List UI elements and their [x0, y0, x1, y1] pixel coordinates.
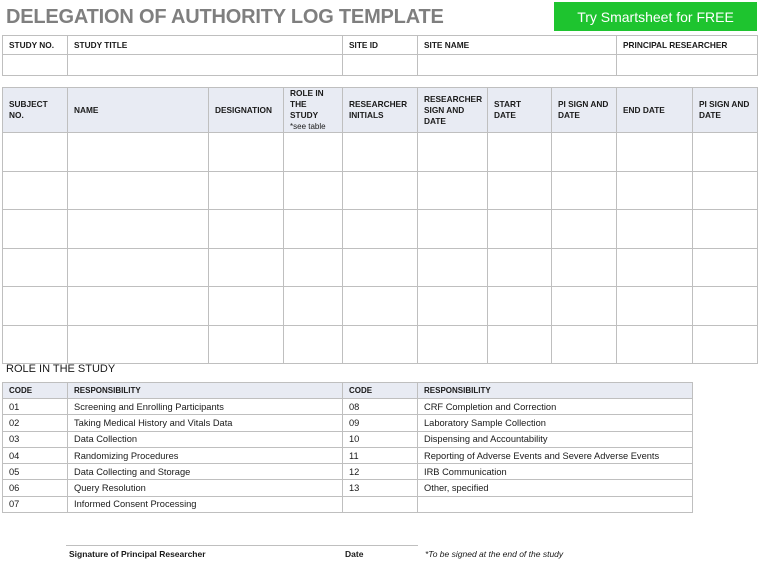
role-row — [3, 431, 693, 447]
study-no-cell[interactable] — [3, 55, 68, 76]
log-cell[interactable] — [488, 287, 552, 326]
role-section-title: ROLE IN THE STUDY — [6, 363, 116, 375]
log-cell[interactable] — [418, 248, 488, 287]
code-header-2: CODE — [343, 383, 418, 399]
page-title: DELEGATION OF AUTHORITY LOG TEMPLATE — [6, 6, 444, 28]
role-responsibility: Dispensing and Accountability — [418, 431, 693, 447]
role-code: 04 — [3, 447, 68, 463]
principal-researcher-cell[interactable] — [617, 55, 758, 76]
log-cell[interactable] — [488, 248, 552, 287]
designation-header: DESIGNATION — [209, 88, 284, 133]
role-responsibility: Data Collecting and Storage — [68, 464, 343, 480]
log-row — [3, 133, 758, 172]
log-cell[interactable] — [343, 287, 418, 326]
delegation-log-table — [2, 87, 758, 364]
site-name-header: SITE NAME — [418, 36, 617, 55]
log-cell[interactable] — [3, 248, 68, 287]
log-cell[interactable] — [552, 133, 617, 172]
log-cell[interactable] — [3, 133, 68, 172]
role-responsibility — [418, 496, 693, 512]
pi-signature-label: Signature of Principal Researcher — [69, 549, 206, 559]
log-cell[interactable] — [617, 287, 693, 326]
log-cell[interactable] — [209, 133, 284, 172]
log-cell[interactable] — [284, 210, 343, 249]
log-cell[interactable] — [68, 325, 209, 364]
role-responsibility: Reporting of Adverse Events and Severe Adverse Events — [418, 447, 693, 463]
log-cell[interactable] — [488, 325, 552, 364]
signature-line[interactable] — [66, 545, 418, 546]
log-row — [3, 287, 758, 326]
role-responsibility: Informed Consent Processing — [68, 496, 343, 512]
date-label: Date — [345, 549, 364, 559]
role-responsibility: Laboratory Sample Collection — [418, 415, 693, 431]
log-cell[interactable] — [552, 287, 617, 326]
role-row — [3, 447, 693, 463]
log-cell[interactable] — [418, 287, 488, 326]
role-responsibility: Randomizing Procedures — [68, 447, 343, 463]
log-row — [3, 171, 758, 210]
log-cell[interactable] — [209, 248, 284, 287]
log-cell[interactable] — [68, 133, 209, 172]
role-code: 02 — [3, 415, 68, 431]
log-cell[interactable] — [3, 171, 68, 210]
log-cell[interactable] — [209, 171, 284, 210]
log-cell[interactable] — [284, 325, 343, 364]
log-cell[interactable] — [3, 325, 68, 364]
log-cell[interactable] — [284, 248, 343, 287]
role-responsibility: Data Collection — [68, 431, 343, 447]
role-responsibility: Query Resolution — [68, 480, 343, 496]
log-cell[interactable] — [343, 133, 418, 172]
role-code: 07 — [3, 496, 68, 512]
responsibility-header: RESPONSIBILITY — [68, 383, 343, 399]
log-cell[interactable] — [209, 325, 284, 364]
log-cell[interactable] — [617, 171, 693, 210]
role-row — [3, 464, 693, 480]
pi-sign-end-header: PI SIGN AND DATE — [693, 88, 758, 133]
role-code: 06 — [3, 480, 68, 496]
log-cell[interactable] — [418, 171, 488, 210]
role-code — [343, 496, 418, 512]
role-code: 05 — [3, 464, 68, 480]
try-smartsheet-button[interactable]: Try Smartsheet for FREE — [554, 2, 757, 31]
site-id-header: SITE ID — [343, 36, 418, 55]
study-no-header: STUDY NO. — [3, 36, 68, 55]
log-cell[interactable] — [343, 171, 418, 210]
log-cell[interactable] — [284, 287, 343, 326]
role-code: 03 — [3, 431, 68, 447]
signature-note: *To be signed at the end of the study — [425, 549, 564, 559]
log-cell[interactable] — [693, 325, 758, 364]
log-cell[interactable] — [552, 210, 617, 249]
log-cell[interactable] — [617, 133, 693, 172]
end-date-header: END DATE — [617, 88, 693, 133]
log-cell[interactable] — [693, 210, 758, 249]
study-info-table — [2, 35, 758, 76]
log-cell[interactable] — [617, 248, 693, 287]
role-row — [3, 496, 693, 512]
role-row — [3, 399, 693, 415]
role-in-study-header — [284, 88, 343, 133]
study-title-header: STUDY TITLE — [68, 36, 343, 55]
researcher-sign-header: RESEARCHER SIGN AND DATE — [418, 88, 488, 133]
log-cell[interactable] — [343, 210, 418, 249]
log-row — [3, 248, 758, 287]
role-table — [2, 382, 693, 513]
role-responsibility: IRB Communication — [418, 464, 693, 480]
log-cell[interactable] — [552, 325, 617, 364]
log-cell[interactable] — [488, 133, 552, 172]
code-header: CODE — [3, 383, 68, 399]
role-code: 09 — [343, 415, 418, 431]
study-title-cell[interactable] — [68, 55, 343, 76]
see-table-note: *see table — [290, 122, 326, 131]
principal-researcher-header: PRINCIPAL RESEARCHER — [617, 36, 758, 55]
researcher-initials-header: RESEARCHER INITIALS — [343, 88, 418, 133]
role-code: 01 — [3, 399, 68, 415]
role-responsibility: Screening and Enrolling Participants — [68, 399, 343, 415]
log-cell[interactable] — [68, 210, 209, 249]
name-header: NAME — [68, 88, 209, 133]
role-code: 11 — [343, 447, 418, 463]
log-cell[interactable] — [209, 210, 284, 249]
role-code: 08 — [343, 399, 418, 415]
log-cell[interactable] — [617, 325, 693, 364]
responsibility-header-2: RESPONSIBILITY — [418, 383, 693, 399]
log-row — [3, 325, 758, 364]
log-cell[interactable] — [343, 248, 418, 287]
role-responsibility: CRF Completion and Correction — [418, 399, 693, 415]
log-cell[interactable] — [284, 133, 343, 172]
log-cell[interactable] — [617, 210, 693, 249]
role-header-label: ROLE IN THE STUDY — [290, 88, 324, 120]
role-code: 12 — [343, 464, 418, 480]
log-cell[interactable] — [68, 248, 209, 287]
start-date-header: START DATE — [488, 88, 552, 133]
log-cell[interactable] — [418, 210, 488, 249]
role-responsibility: Other, specified — [418, 480, 693, 496]
role-code: 13 — [343, 480, 418, 496]
role-row — [3, 480, 693, 496]
log-cell[interactable] — [284, 171, 343, 210]
subject-no-header: SUBJECT NO. — [3, 88, 68, 133]
log-cell[interactable] — [488, 171, 552, 210]
site-name-cell[interactable] — [418, 55, 617, 76]
log-cell[interactable] — [68, 287, 209, 326]
role-responsibility: Taking Medical History and Vitals Data — [68, 415, 343, 431]
log-cell[interactable] — [693, 248, 758, 287]
role-row — [3, 415, 693, 431]
log-cell[interactable] — [3, 210, 68, 249]
log-row — [3, 210, 758, 249]
log-cell[interactable] — [68, 171, 209, 210]
log-cell[interactable] — [488, 210, 552, 249]
log-cell[interactable] — [3, 287, 68, 326]
log-cell[interactable] — [552, 171, 617, 210]
log-cell[interactable] — [418, 133, 488, 172]
role-code: 10 — [343, 431, 418, 447]
log-cell[interactable] — [209, 287, 284, 326]
log-cell[interactable] — [693, 133, 758, 172]
pi-sign-header: PI SIGN AND DATE — [552, 88, 617, 133]
log-cell[interactable] — [693, 171, 758, 210]
log-cell[interactable] — [418, 325, 488, 364]
log-cell[interactable] — [552, 248, 617, 287]
log-cell[interactable] — [693, 287, 758, 326]
log-cell[interactable] — [343, 325, 418, 364]
site-id-cell[interactable] — [343, 55, 418, 76]
